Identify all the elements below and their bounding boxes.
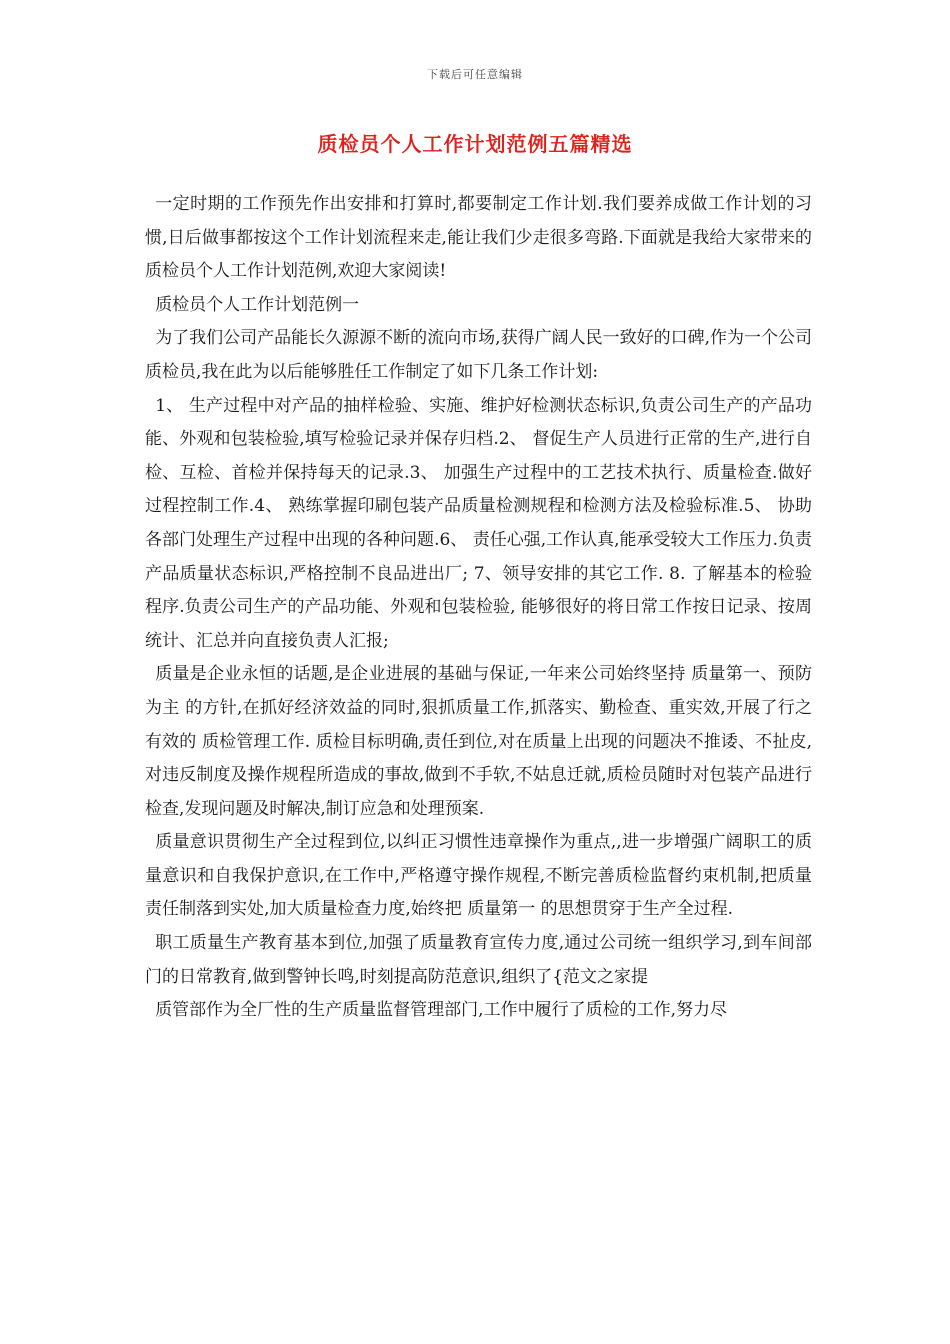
body-paragraph: 职工质量生产教育基本到位,加强了质量教育宣传力度,通过公司统一组织学习,到车间部门的日常教育,做到警钟长鸣,时刻提高防范意识,组织了{范文之家提 bbox=[145, 933, 812, 987]
body-paragraph-duty-list: 1、 生产过程中对产品的抽样检验、实施、维护好检测状态标识,负责公司生产的产品功能、外观和包装检验,填写检验记录并保存归档.2、 督促生产人员进行正常的生产,进行自检、互检、首检并保持每天的记录.3、 加强生产过程中的工艺技术执行、质量检查.做好过程控制工作.4、 熟练掌握印刷包装产品质量检测规程和检测方法及检验标准.5、 协助各部门处理生产过程中出现的各种问题.6、 责任心强,工作认真,能承受较大工作压力.负责产品质量状态标识,严格控制不良品进出厂; 7、领导安排的其它工作. 8. 了解基本的检验程序.负责公司生产的产品功能、外观和包装检验, 能够很好的将日常工作按日记录、按周统计、汇总并向直接负责人汇报; bbox=[145, 395, 812, 651]
body-paragraph: 质量是企业永恒的话题,是企业进展的基础与保证,一年来公司始终坚持 质量第一、预防为主 的方针,在抓好经济效益的同时,狠抓质量工作,抓落实、勤检查、重实效,开展了行之有效的 质检管理工作. 质检目标明确,责任到位,对在质量上出现的问题决不推诿、不扯皮,对违反制度及操作规程所造成的事故,做到不手软,不姑息迁就,质检员随时对包装产品进行检查,发现问题及时解决,制订应急和处理预案. bbox=[145, 664, 812, 819]
body-paragraph-intro: 一定时期的工作预先作出安排和打算时,都要制定工作计划.我们要养成做工作计划的习惯,日后做事都按这个工作计划流程来走,能让我们少走很多弯路.下面就是我给大家带来的质检员个人工作计划范例,欢迎大家阅读! bbox=[145, 194, 812, 282]
body-paragraph: 质管部作为全厂性的生产质量监督管理部门,工作中履行了质检的工作,努力尽 bbox=[155, 1000, 727, 1021]
body-paragraph: 质量意识贯彻生产全过程到位,以纠正习惯性违章操作为重点,,进一步增强广阔职工的质量意识和自我保护意识,在工作中,严格遵守操作规程,不断完善质检监督约束机制,把质量责任制落到实处,加大质量检查力度,始终把 质量第一 的思想贯穿于生产全过程. bbox=[145, 832, 812, 920]
document-title: 质检员个人工作计划范例五篇精选 bbox=[317, 132, 633, 156]
body-paragraph: 为了我们公司产品能长久源源不断的流向市场,获得广阔人民一致好的口碑,作为一个公司质检员,我在此为以后能够胜任工作制定了如下几条工作计划: bbox=[145, 328, 812, 382]
page-header-note: 下载后可任意编辑 bbox=[427, 68, 523, 81]
document-body bbox=[145, 188, 812, 1028]
section-heading-example-one: 质检员个人工作计划范例一 bbox=[155, 294, 360, 315]
